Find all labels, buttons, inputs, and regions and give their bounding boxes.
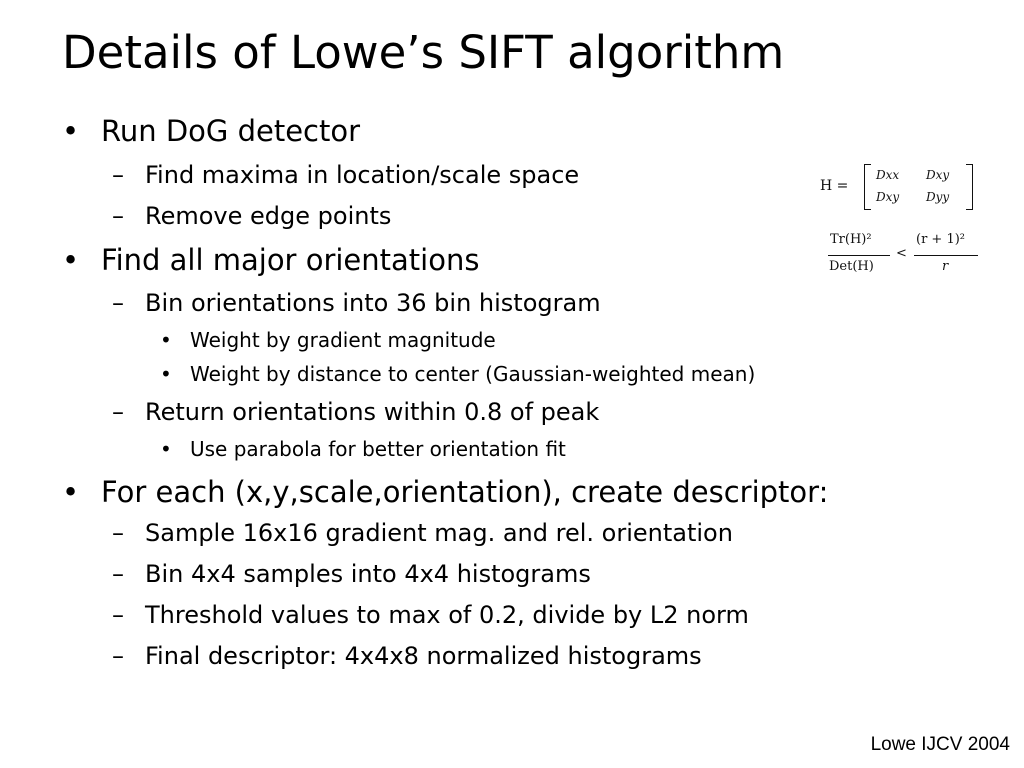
bullet-level2 xyxy=(112,160,579,190)
bullet-level2 xyxy=(112,641,702,671)
dash-marker: – xyxy=(112,202,124,230)
bullet-level3 xyxy=(160,361,755,387)
bullet-text: Threshold values to max of 0.2, divide by L2 norm xyxy=(145,601,749,629)
bullet-text: For each (x,y,scale,orientation), create descriptor: xyxy=(101,475,829,509)
slide-title: Details of Lowe’s SIFT algorithm xyxy=(62,26,785,79)
bullet-text: Find all major orientations xyxy=(101,243,480,277)
ratio-numerator: Tr(H)² xyxy=(830,232,872,247)
bullet-level2 xyxy=(112,201,391,231)
bullet-marker: • xyxy=(160,328,172,352)
bullet-text: Use parabola for better orientation fit xyxy=(190,437,566,461)
bullet-level2 xyxy=(112,600,749,630)
dash-marker: – xyxy=(112,642,124,670)
dash-marker: – xyxy=(112,398,124,426)
bullet-level3 xyxy=(160,436,566,462)
citation: Lowe IJCV 2004 xyxy=(870,734,1010,755)
matrix-cell-dxx: Dxx xyxy=(876,168,900,182)
bullet-level2 xyxy=(112,518,733,548)
dash-marker: – xyxy=(112,560,124,588)
bullet-level1 xyxy=(62,242,479,278)
bullet-marker: • xyxy=(62,475,80,509)
bullet-text: Find maxima in location/scale space xyxy=(145,161,580,189)
rhs-numerator: (r + 1)² xyxy=(916,232,965,247)
bullet-level2 xyxy=(112,559,591,589)
bullet-text: Bin orientations into 36 bin histogram xyxy=(145,289,601,317)
fraction-bar xyxy=(914,255,978,256)
bullet-marker: • xyxy=(62,114,80,148)
bullet-level2 xyxy=(112,288,601,318)
bullet-text: Return orientations within 0.8 of peak xyxy=(145,398,600,426)
bullet-marker: • xyxy=(62,243,80,277)
bullet-marker: • xyxy=(160,362,172,386)
right-bracket xyxy=(966,164,973,210)
matrix-cell-dxy-bottom: Dxy xyxy=(876,190,900,204)
matrix-cell-dyy: Dyy xyxy=(926,190,950,204)
bullet-text: Bin 4x4 samples into 4x4 histograms xyxy=(145,560,591,588)
left-bracket xyxy=(864,164,871,210)
bullet-level1 xyxy=(62,113,360,149)
bullet-text: Weight by gradient magnitude xyxy=(190,328,496,352)
dash-marker: – xyxy=(112,161,124,189)
curvature-ratio-equation xyxy=(828,232,988,280)
bullet-text: Sample 16x16 gradient mag. and rel. orientation xyxy=(145,519,733,547)
bullet-text: Weight by distance to center (Gaussian-weighted mean) xyxy=(190,362,756,386)
dash-marker: – xyxy=(112,519,124,547)
hessian-matrix-equation xyxy=(820,162,980,214)
fraction-bar xyxy=(828,255,890,256)
bullet-level3 xyxy=(160,327,496,353)
dash-marker: – xyxy=(112,289,124,317)
ratio-denominator: Det(H) xyxy=(829,259,874,274)
bullet-marker: • xyxy=(160,437,172,461)
dash-marker: – xyxy=(112,601,124,629)
rhs-denominator: r xyxy=(942,259,949,274)
bullet-text: Remove edge points xyxy=(145,202,392,230)
matrix-cell-dxy-top: Dxy xyxy=(926,168,950,182)
bullet-text: Run DoG detector xyxy=(101,114,361,148)
less-than-symbol: < xyxy=(896,246,907,261)
bullet-level1 xyxy=(62,474,828,510)
hessian-lhs: H = xyxy=(820,178,849,194)
bullet-level2 xyxy=(112,397,599,427)
bullet-text: Final descriptor: 4x4x8 normalized histograms xyxy=(145,642,702,670)
